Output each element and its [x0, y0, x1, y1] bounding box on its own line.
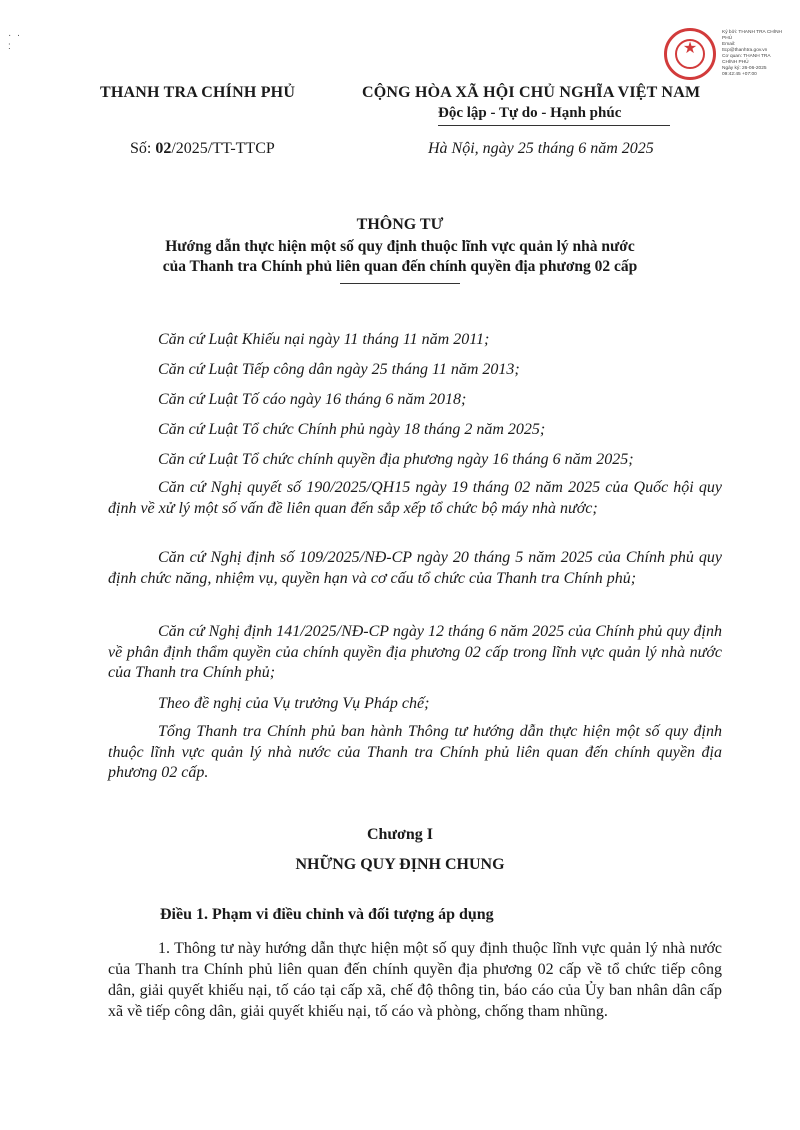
legal-basis-5: Căn cứ Luật Tổ chức chính quyền địa phương ngày 16 tháng 6 năm 2025; — [158, 451, 634, 468]
article-1-clause-1: 1. Thông tư này hướng dẫn thực hiện một số quy định thuộc lĩnh vực quản lý nhà nước của Thanh tra Chính phủ liên quan đến chính quyền địa phương 02 cấp về tổ chức tiếp công dân, giải quyết khiếu nại, tố cáo tại cấp xã, chế độ thông tin, báo cáo của Ủy ban nhân dân cấp xã về tiếp công dân, giải quyết khiếu nại, tố cáo và phòng, chống tham nhũng. — [108, 940, 722, 1020]
legal-basis-4: Căn cứ Luật Tổ chức Chính phủ ngày 18 tháng 2 năm 2025; — [158, 421, 546, 438]
legal-basis-2: Căn cứ Luật Tiếp công dân ngày 25 tháng 11 năm 2013; — [158, 361, 520, 378]
subject-underline — [340, 283, 460, 284]
motto-underline — [438, 125, 670, 126]
issuance-statement: Tổng Thanh tra Chính phủ ban hành Thông tư hướng dẫn thực hiện một số quy định thuộc lĩnh vực quản lý nhà nước của Thanh tra Chính phủ liên quan đến chính quyền địa phương 02 cấp. — [108, 723, 722, 781]
signature-details: Ký bởi: THANH TRA CHÍNH PHỦ Email: ttcp@thanhtra.gov.vn Cơ quan: THANH TRA CHÍNH PHỦ Ngày ký: 26-06-2025 09:42:45 +07:00 — [722, 30, 783, 77]
document-subject-line-2: của Thanh tra Chính phủ liên quan đến chính quyền địa phương 02 cấp — [162, 258, 638, 275]
place-and-date: Hà Nội, ngày 25 tháng 6 năm 2025 — [428, 140, 654, 157]
issuing-agency: THANH TRA CHÍNH PHỦ — [100, 84, 296, 101]
national-title: CỘNG HÒA XÃ HỘI CHỦ NGHĨA VIỆT NAM — [362, 84, 701, 101]
legal-basis-1: Căn cứ Luật Khiếu nại ngày 11 tháng 11 năm 2011; — [158, 331, 490, 348]
legal-basis-7: Căn cứ Nghị định số 109/2025/NĐ-CP ngày 20 tháng 5 năm 2025 của Chính phủ quy định chức năng, nhiệm vụ, quyền hạn và cơ cấu tổ chức của Thanh tra Chính phủ; — [108, 549, 722, 587]
legal-basis-8: Căn cứ Nghị định 141/2025/NĐ-CP ngày 12 tháng 6 năm 2025 của Chính phủ quy định về phân định thẩm quyền của chính quyền địa phương 02 cấp trong lĩnh vực quản lý nhà nước của Thanh tra Chính phủ; — [108, 623, 722, 681]
article-1-title: Điều 1. Phạm vi điều chỉnh và đối tượng áp dụng — [160, 906, 494, 923]
legal-basis-9: Theo đề nghị của Vụ trưởng Vụ Pháp chế; — [158, 695, 430, 712]
chapter-number: Chương I — [366, 826, 434, 843]
legal-basis-6: Căn cứ Nghị quyết số 190/2025/QH15 ngày 19 tháng 02 năm 2025 của Quốc hội quy định về xử lý một số vấn đề liên quan đến sắp xếp tổ chức bộ máy nhà nước; — [108, 479, 722, 517]
document-subject-line-1: Hướng dẫn thực hiện một số quy định thuộc lĩnh vực quản lý nhà nước — [165, 238, 635, 255]
digital-signature — [664, 28, 784, 88]
document-type: THÔNG TƯ — [356, 216, 444, 233]
seal-icon: ★ — [664, 28, 716, 80]
legal-basis-3: Căn cứ Luật Tố cáo ngày 16 tháng 6 năm 2018; — [158, 391, 467, 408]
document-number: Số: 02/2025/TT-TTCP — [130, 140, 275, 157]
scan-marks: · · : — [8, 30, 21, 52]
national-motto: Độc lập - Tự do - Hạnh phúc — [438, 105, 622, 121]
chapter-name: NHỮNG QUY ĐỊNH CHUNG — [295, 856, 505, 873]
